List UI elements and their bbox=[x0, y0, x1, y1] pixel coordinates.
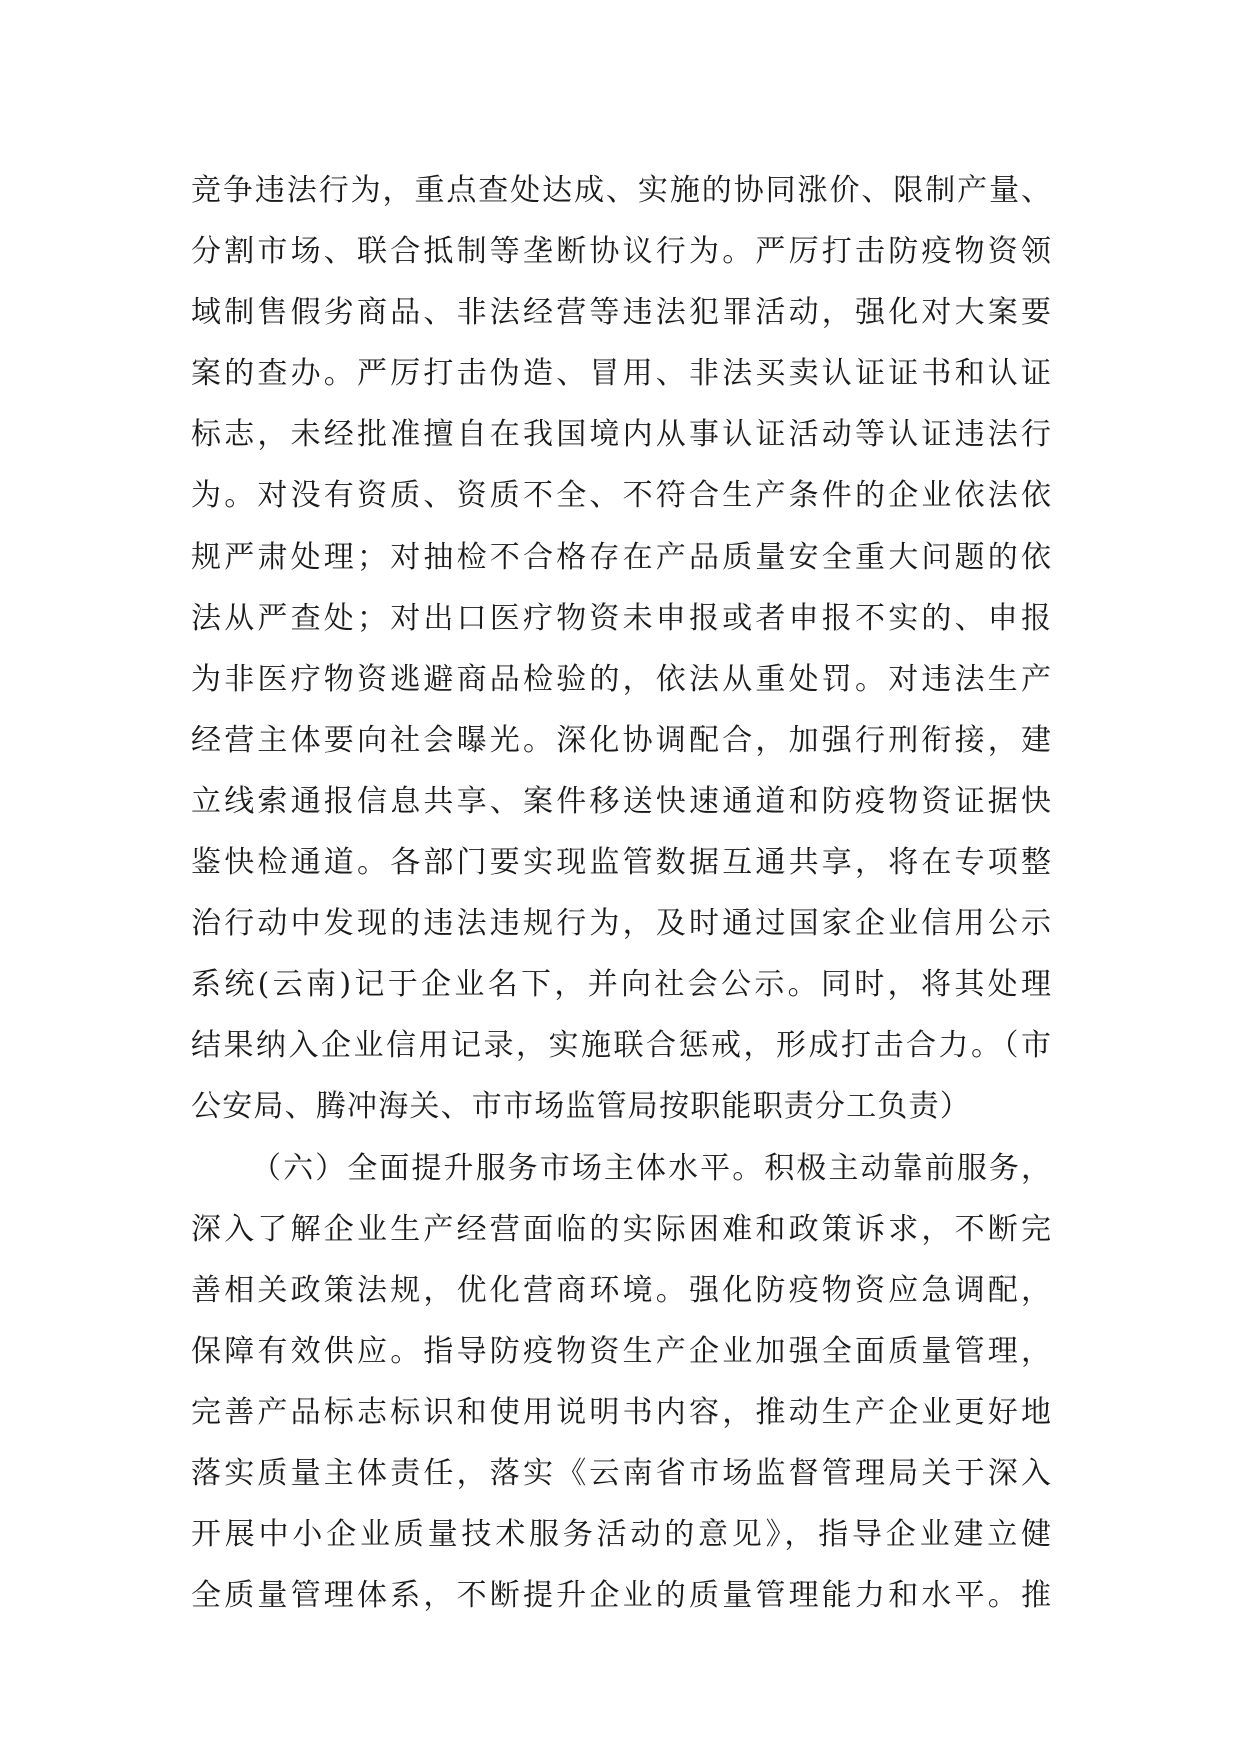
text-line: 案的查办。严厉打击伪造、冒用、非法买卖认证证书和认证 bbox=[191, 356, 1051, 392]
text-line: 全质量管理体系，不断提升企业的质量管理能力和水平。推 bbox=[191, 1578, 1051, 1614]
body-text bbox=[191, 160, 1051, 1626]
text-line: 治行动中发现的违法违规行为，及时通过国家企业信用公示 bbox=[191, 906, 1051, 942]
text-line: 完善产品标志标识和使用说明书内容，推动生产企业更好地 bbox=[191, 1394, 1051, 1430]
text-line: 保障有效供应。指导防疫物资生产企业加强全面质量管理， bbox=[191, 1333, 1051, 1369]
text-line: 规严肃处理；对抽检不合格存在产品质量安全重大问题的依 bbox=[191, 539, 1051, 575]
text-line: 公安局、腾冲海关、市市场监管局按职能职责分工负责） bbox=[191, 1089, 971, 1125]
text-line: 标志，未经批准擅自在我国境内从事认证活动等认证违法行 bbox=[191, 417, 1051, 453]
text-line: 为非医疗物资逃避商品检验的，依法从重处罚。对违法生产 bbox=[191, 661, 1051, 697]
text-line: 开展中小企业质量技术服务活动的意见》，指导企业建立健 bbox=[191, 1517, 1051, 1553]
text-line: 经营主体要向社会曝光。深化协调配合，加强行刑衔接，建 bbox=[191, 722, 1051, 758]
text-line: 域制售假劣商品、非法经营等违法犯罪活动，强化对大案要 bbox=[191, 295, 1051, 331]
text-line: 结果纳入企业信用记录，实施联合惩戒，形成打击合力。（市 bbox=[191, 1028, 1051, 1064]
text-line: 法从严查处；对出口医疗物资未申报或者申报不实的、申报 bbox=[191, 600, 1051, 636]
text-line: 竞争违法行为，重点查处达成、实施的协同涨价、限制产量、 bbox=[191, 173, 1051, 208]
text-line: 深入了解企业生产经营面临的实际困难和政策诉求，不断完 bbox=[191, 1211, 1051, 1247]
text-line: 善相关政策法规，优化营商环境。强化防疫物资应急调配， bbox=[191, 1272, 1051, 1308]
text-line: 分割市场、联合抵制等垄断协议行为。严厉打击防疫物资领 bbox=[191, 234, 1051, 270]
text-line: 系统(云南)记于企业名下，并向社会公示。同时，将其处理 bbox=[191, 967, 1051, 1003]
text-line: 立线索通报信息共享、案件移送快速通道和防疫物资证据快 bbox=[191, 783, 1051, 819]
text-line: 鉴快检通道。各部门要实现监管数据互通共享，将在专项整 bbox=[191, 845, 1051, 881]
text-line: 为。对没有资质、资质不全、不符合生产条件的企业依法依 bbox=[191, 478, 1051, 514]
text-line: 落实质量主体责任，落实《云南省市场监督管理局关于深入 bbox=[191, 1455, 1051, 1491]
section-heading-line: （六）全面提升服务市场主体水平。积极主动靠前服务， bbox=[251, 1150, 1051, 1186]
